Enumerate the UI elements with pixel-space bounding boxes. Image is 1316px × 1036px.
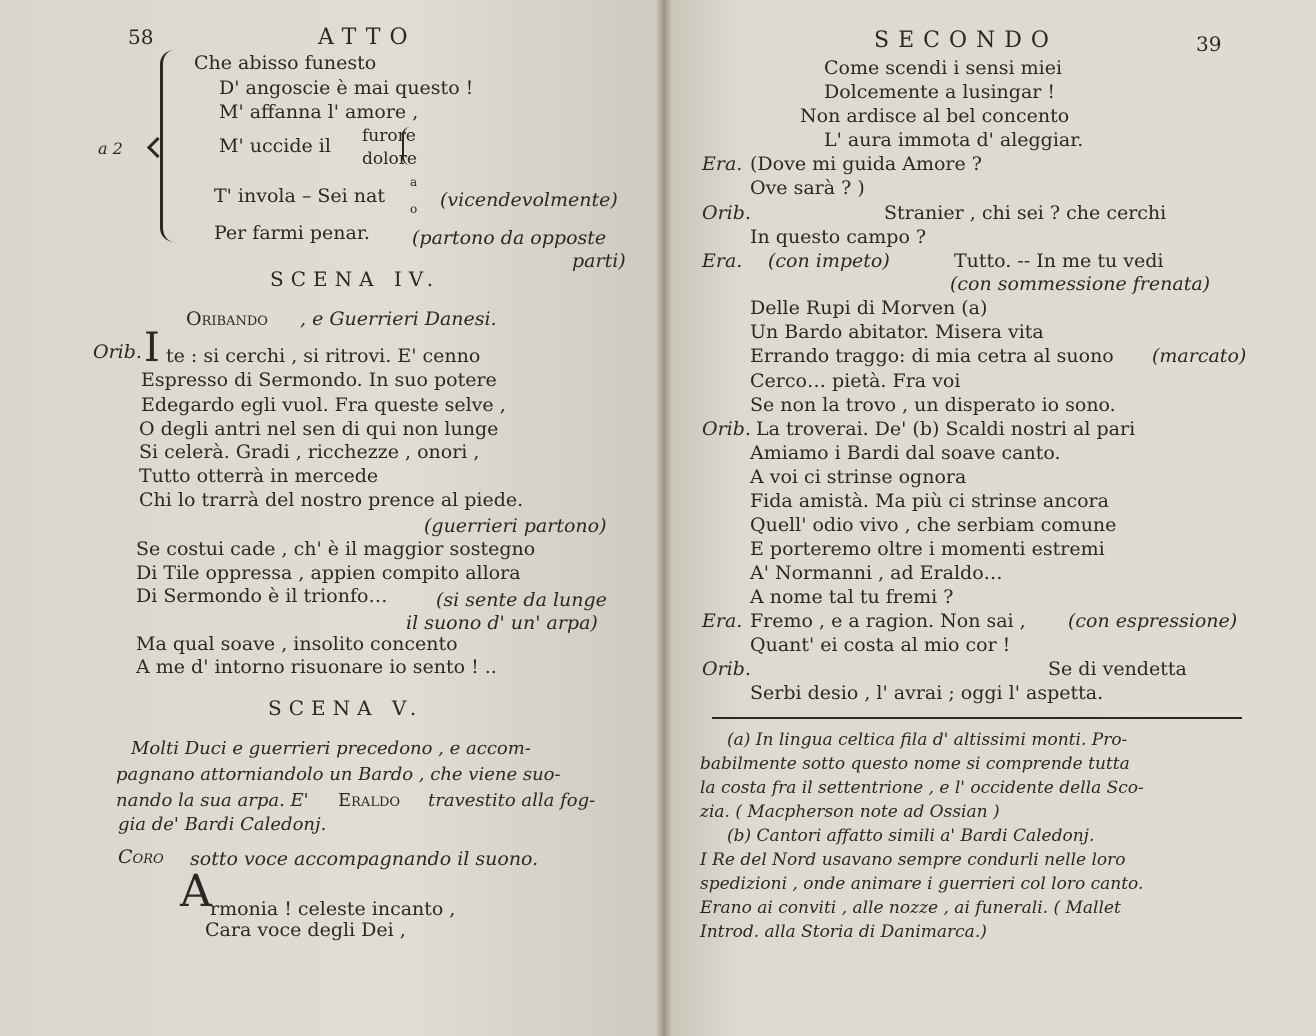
scene-description: pagnano attorniandolo un Bardo , che viene suo- xyxy=(116,764,561,785)
verse-line: Come scendi i sensi miei xyxy=(824,57,1063,79)
verse-line: Chi lo trarrà del nostro prence al piede. xyxy=(139,489,524,511)
speaker-label: Era. xyxy=(702,250,743,272)
footnote-line: (b) Cantori affatto simili a' Bardi Caledonj. xyxy=(727,826,1095,846)
speaker-label: Era. xyxy=(702,610,743,632)
stage-direction: (marcato) xyxy=(1152,345,1247,367)
verse-line: Un Bardo abitator. Misera vita xyxy=(750,321,1044,343)
footnote-line: I Re del Nord usavano sempre condurli nelle loro xyxy=(700,850,1126,870)
verse-line: (Dove mi guida Amore ? xyxy=(750,153,982,175)
footnote-line: la costa fra il settentrione , e l' occidente della Sco- xyxy=(700,778,1144,798)
verse-line: Se costui cade , ch' è il maggior sostegno xyxy=(136,538,536,560)
verse-line: Di Sermondo è il trionfo… xyxy=(136,585,388,607)
stage-direction: (con sommessione frenata) xyxy=(950,273,1211,295)
verse-line: L' aura immota d' aleggiar. xyxy=(824,129,1084,151)
duet-option: dolore xyxy=(362,149,417,169)
scene-description: Molti Duci e guerrieri precedono , e accom- xyxy=(131,738,531,759)
stage-direction: (partono da opposte xyxy=(412,227,607,249)
scene-title: SCENA V. xyxy=(268,696,424,720)
duet-line: Per farmi penar. xyxy=(214,222,370,244)
verse-line: Fida amistà. Ma più ci strinse ancora xyxy=(750,490,1109,512)
gender-sup: a xyxy=(410,175,418,189)
scene-description: nando la sua arpa. E' xyxy=(116,790,309,811)
running-header: SECONDO xyxy=(874,28,1058,53)
stage-direction: (con impeto) xyxy=(768,250,890,272)
verse-line: Fremo , e a ragion. Non sai , xyxy=(750,610,1026,632)
verse-line: Serbi desio , l' avrai ; oggi l' aspetta. xyxy=(750,682,1104,704)
verse-line: Amiamo i Bardi dal soave canto. xyxy=(750,442,1061,464)
verse-line: Edegardo egli vuol. Fra queste selve , xyxy=(141,394,506,416)
verse-line: Dolcemente a lusingar ! xyxy=(824,81,1056,103)
stage-direction: (con espressione) xyxy=(1068,610,1238,632)
verse-line: Non ardisce al bel concento xyxy=(800,105,1070,127)
verse-line: Ma qual soave , insolito concento xyxy=(136,633,458,655)
a2-label: a 2 xyxy=(98,139,123,158)
page-number: 39 xyxy=(1196,32,1222,56)
verse-line: Se non la trovo , un disperato io sono. xyxy=(750,394,1116,416)
verse-line: Quell' odio vivo , che serbiam comune xyxy=(750,514,1117,536)
speaker-label: Orib. xyxy=(93,341,142,363)
verse-line: Quant' ei costa al mio cor ! xyxy=(750,634,1011,656)
drop-cap: I xyxy=(144,325,160,371)
speaker-label: Orib. xyxy=(702,418,751,440)
gender-sub: o xyxy=(410,202,418,216)
footnote-line: babilmente sotto questo nome si comprende tutta xyxy=(700,754,1130,774)
page-number: 58 xyxy=(128,25,154,49)
verse-line: Cerco… pietà. Fra voi xyxy=(750,370,961,392)
speaker-label: Era. xyxy=(702,153,743,175)
footnote-rule xyxy=(712,717,1242,719)
verse-line: E porteremo oltre i momenti estremi xyxy=(750,538,1105,560)
verse-line: Errando traggo: di mia cetra al suono xyxy=(750,345,1114,367)
scene-title: SCENA IV. xyxy=(270,267,441,291)
speaker-label: Orib. xyxy=(702,202,751,224)
running-header: ATTO xyxy=(318,25,417,50)
stage-direction: (vicendevolmente) xyxy=(440,189,618,211)
stage-direction: (guerrieri partono) xyxy=(424,515,607,537)
song-line: rmonia ! celeste incanto , xyxy=(210,898,456,920)
scene-description: gia de' Bardi Caledonj. xyxy=(118,814,327,835)
duet-line: D' angoscie è mai questo ! xyxy=(219,77,474,99)
duet-line: Che abisso funesto xyxy=(194,52,377,74)
chorus-label: Coro xyxy=(118,846,164,868)
footnote-line: Introd. alla Storia di Danimarca.) xyxy=(700,922,987,942)
duet-option: furore xyxy=(362,126,416,146)
verse-line: A voi ci strinse ognora xyxy=(750,466,967,488)
verse-line: In questo campo ? xyxy=(750,226,927,248)
verse-line: Espresso di Sermondo. In suo potere xyxy=(141,369,497,391)
book-gutter xyxy=(656,0,672,1036)
verse-line: Tutto otterrà in mercede xyxy=(139,465,379,487)
scene-cast: Oribando xyxy=(186,308,268,330)
duet-line: M' uccide il xyxy=(219,135,331,157)
verse-line: Stranier , chi sei ? che cerchi xyxy=(884,202,1167,224)
verse-line: Ove sarà ? ) xyxy=(750,177,865,199)
chorus-direction: sotto voce accompagnando il suono. xyxy=(190,848,539,870)
verse-line: Si celerà. Gradi , ricchezze , onori , xyxy=(139,441,480,463)
verse-line: Tutto. -- In me tu vedi xyxy=(954,250,1164,272)
speaker-label: Orib. xyxy=(702,658,751,680)
verse-line: Di Tile oppressa , appien compito allora xyxy=(136,562,521,584)
verse-line: Se di vendetta xyxy=(1048,658,1187,680)
stage-direction: (si sente da lunge xyxy=(436,589,607,611)
footnote-line: zia. ( Macpherson note ad Ossian ) xyxy=(700,802,1000,822)
scene-cast: , e Guerrieri Danesi. xyxy=(300,308,497,330)
verse-line: A me d' intorno risuonare io sento ! .. xyxy=(136,656,497,678)
verse-line: O degli antri nel sen di qui non lunge xyxy=(139,418,499,440)
duet-line: T' invola – Sei nat xyxy=(214,185,385,207)
footnote-line: spedizioni , onde animare i guerrieri col loro canto. xyxy=(700,874,1144,894)
duet-line: M' affanna l' amore , xyxy=(219,101,419,123)
verse-line: A' Normanni , ad Eraldo… xyxy=(750,562,1003,584)
verse-line: Delle Rupi di Morven (a) xyxy=(750,297,988,319)
stage-direction: il suono d' un' arpa) xyxy=(406,612,598,634)
song-line: Cara voce degli Dei , xyxy=(205,919,406,941)
stage-direction: parti) xyxy=(572,250,626,272)
song-drop-cap: A xyxy=(180,866,212,917)
scene-description: travestito alla fog- xyxy=(428,790,596,811)
verse-line: La troverai. De' (b) Scaldi nostri al pari xyxy=(756,418,1136,440)
footnote-line: Erano ai conviti , alle nozze , ai funerali. ( Mallet xyxy=(700,898,1121,918)
verse-line: A nome tal tu fremi ? xyxy=(750,586,954,608)
scene-description-name: Eraldo xyxy=(338,790,401,811)
verse-line: te : si cerchi , si ritrovi. E' cenno xyxy=(166,345,481,367)
footnote-line: (a) In lingua celtica fila d' altissimi monti. Pro- xyxy=(727,730,1128,750)
